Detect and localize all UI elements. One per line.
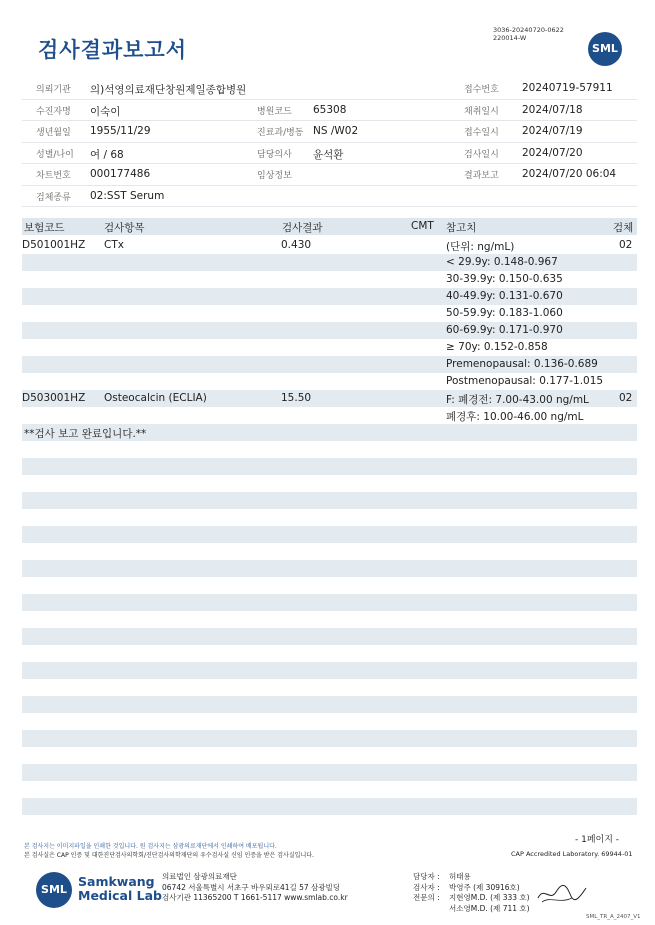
staff-row: 서소영M.D. (제 711 호) — [449, 903, 530, 913]
birth-date-value: 1955/11/29 — [90, 125, 151, 137]
info-row-institution — [22, 78, 637, 100]
department-value: NS /W02 — [313, 125, 359, 137]
info-row-sex — [22, 143, 637, 165]
signature-image — [536, 880, 588, 908]
row-band — [22, 747, 637, 764]
reference-range: F: 폐경전: 7.00-43.00 ng/mL — [446, 394, 589, 406]
table-row — [22, 424, 637, 441]
doctor-label: 담당의사 — [257, 149, 292, 160]
accession-value: 20240719-57911 — [522, 82, 613, 94]
reference-range: < 29.9y: 0.148-0.967 — [446, 256, 558, 268]
accreditation-notice: 본 검사실은 CAP 인증 및 대한진단검사의학회/진단검사의학재단의 우수검사실 신임 인증을 받은 검사실입니다. — [24, 852, 314, 859]
table-row — [22, 254, 637, 271]
row-band — [22, 679, 637, 696]
info-row-specimen — [22, 186, 637, 208]
table-row — [22, 305, 637, 322]
row-band — [22, 492, 637, 509]
reference-range: 40-49.9y: 0.131-0.670 — [446, 290, 563, 302]
row-band — [22, 798, 637, 815]
report-date-label: 결과보고 — [464, 171, 499, 181]
org-name: 의료법인 삼광의료재단 — [162, 872, 237, 881]
collection-date-label: 채취일시 — [464, 106, 499, 117]
samkwang-logo-text: Samkwang Medical Lab — [78, 874, 162, 903]
org-contact: 검사기관 11365200 T 1661-5117 www.smlab.co.kr — [162, 893, 348, 902]
staff-row: 전문의 : 지현영M.D. (제 333 호) — [413, 893, 530, 902]
test-result: 15.50 — [281, 392, 312, 404]
col-insurance-code: 보험코드 — [24, 222, 65, 234]
col-test-item: 검사항목 — [104, 222, 145, 234]
row-band — [22, 594, 637, 611]
reference-range: Postmenopausal: 0.177-1.015 — [446, 375, 604, 387]
test-result: 0.430 — [281, 239, 312, 251]
insurance-code: D501001HZ — [22, 239, 86, 251]
row-band — [22, 441, 637, 458]
staff-row: 검사자 : 박영주 (제 30916호) — [413, 882, 520, 892]
row-band — [22, 764, 637, 781]
department-label: 진료과/병동 — [257, 128, 304, 138]
chart-number-label: 차트번호 — [36, 171, 71, 181]
table-row — [22, 407, 637, 424]
insurance-code: D503001HZ — [22, 392, 86, 404]
collection-date-value: 2024/07/18 — [522, 103, 583, 116]
staff-row: 담당자 : 허태용 — [413, 872, 471, 881]
row-band — [22, 730, 637, 747]
report-complete-text: **검사 보고 완료입니다.** — [24, 428, 147, 440]
sex-age-value: 여 / 68 — [90, 148, 124, 161]
reference-range: 폐경후: 10.00-46.00 ng/mL — [446, 411, 584, 423]
accession-label: 접수번호 — [464, 85, 499, 95]
results-header — [22, 218, 637, 235]
sex-age-label: 성별/나이 — [36, 149, 74, 160]
table-row — [22, 373, 637, 390]
info-row-chart — [22, 164, 637, 186]
reference-range: 30-39.9y: 0.150-0.635 — [446, 273, 563, 285]
birth-date-label: 생년월일 — [36, 128, 71, 138]
table-row — [22, 271, 637, 288]
patient-name-label: 수진자명 — [36, 106, 71, 117]
row-band — [22, 577, 637, 594]
row-band — [22, 781, 637, 798]
row-band — [22, 458, 637, 475]
table-row — [22, 288, 637, 305]
table-row — [22, 237, 637, 254]
received-date-value: 2024/07/19 — [522, 125, 583, 137]
page-number: - 1페이지 - — [575, 835, 620, 845]
table-row — [22, 356, 637, 373]
table-row — [22, 390, 637, 407]
row-band — [22, 696, 637, 713]
row-band — [22, 526, 637, 543]
row-band — [22, 611, 637, 628]
col-cmt: CMT — [411, 220, 434, 232]
row-band — [22, 628, 637, 645]
hospital-code-value: 65308 — [313, 103, 347, 116]
staff-list — [413, 872, 530, 914]
results-table — [22, 237, 637, 441]
reference-range: ≥ 70y: 0.152-0.858 — [446, 341, 548, 353]
row-band — [22, 475, 637, 492]
info-row-birth — [22, 121, 637, 143]
specimen-type-label: 검체종류 — [36, 192, 71, 203]
report-date-value: 2024/07/20 06:04 — [522, 168, 617, 180]
row-band — [22, 713, 637, 730]
patient-info-table — [22, 78, 637, 207]
row-band — [22, 543, 637, 560]
reference-range: 60-69.9y: 0.171-0.970 — [446, 324, 563, 336]
test-date-value: 2024/07/20 — [522, 146, 583, 159]
table-row — [22, 322, 637, 339]
specimen-type-value: 02:SST Serum — [90, 189, 165, 202]
test-item: Osteocalcin (ECLIA) — [104, 392, 207, 404]
form-code: SML_TR_A_2407_V1 — [586, 914, 641, 920]
specimen-code: 02 — [619, 239, 633, 251]
info-row-name — [22, 100, 637, 122]
col-result: 검사결과 — [282, 222, 323, 234]
document-number: 3036-20240720-0622 220014-W — [493, 26, 564, 42]
test-date-label: 검사일시 — [464, 149, 499, 160]
reference-range: Premenopausal: 0.136-0.689 — [446, 358, 598, 370]
doctor-value: 윤석환 — [313, 148, 344, 161]
sml-logo: SML — [588, 32, 622, 66]
page-title: 검사결과보고서 — [38, 38, 188, 62]
specimen-code: 02 — [619, 392, 633, 404]
row-band — [22, 645, 637, 662]
row-band — [22, 509, 637, 526]
col-reference: 참고치 — [446, 222, 477, 234]
institution-label: 의뢰기관 — [36, 85, 71, 95]
hospital-code-label: 병원코드 — [257, 106, 292, 117]
clinical-info-label: 임상정보 — [257, 171, 292, 181]
table-row — [22, 339, 637, 356]
chart-number-value: 000177486 — [90, 168, 151, 180]
col-specimen: 검체 — [613, 222, 634, 234]
organization-info — [162, 872, 348, 904]
received-date-label: 접수일시 — [464, 128, 499, 138]
reference-range: 50-59.9y: 0.183-1.060 — [446, 307, 563, 319]
row-band — [22, 560, 637, 577]
patient-name-value: 이숙이 — [90, 105, 121, 118]
print-notice: 본 검사지는 이미지파일을 인쇄한 것입니다. 원 검사지는 삼광의료재단에서 인쇄하여 배포됩니다. — [24, 843, 277, 850]
test-item: CTx — [104, 239, 124, 251]
cap-accreditation: CAP Accredited Laboratory. 69944-01 — [511, 850, 633, 858]
reference-range: (단위: ng/mL) — [446, 241, 515, 253]
samkwang-logo-icon: SML — [36, 872, 72, 908]
org-address: 06742 서울특별시 서초구 바우뫼로41길 57 삼광빌딩 — [162, 882, 341, 892]
row-band — [22, 662, 637, 679]
institution-value: 의)석영의료재단창원제일종합병원 — [90, 84, 247, 96]
